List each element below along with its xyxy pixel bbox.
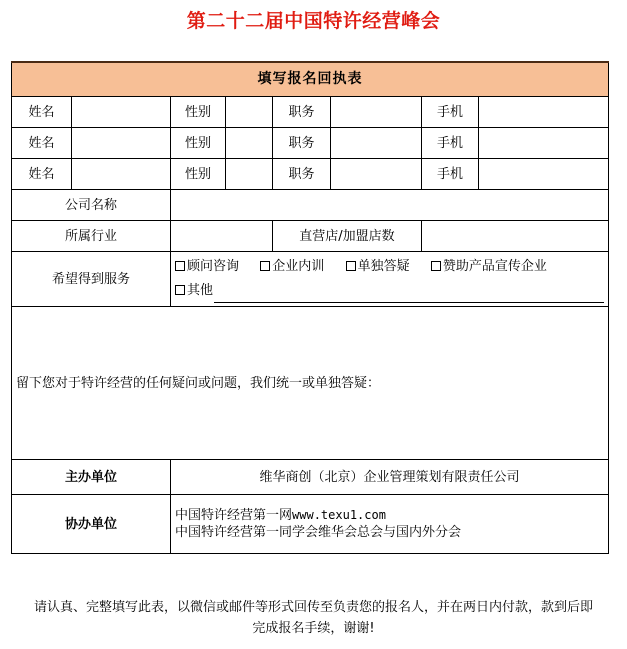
store-count-label: 直营店/加盟店数: [273, 221, 422, 252]
phone-label: 手机: [422, 159, 479, 190]
name-input[interactable]: [72, 97, 171, 128]
table-header-row: [12, 62, 609, 97]
gender-input[interactable]: [226, 97, 273, 128]
checkbox-option-other[interactable]: [175, 279, 213, 303]
form-header-title: 填写报名回执表: [12, 62, 609, 97]
position-label: 职务: [273, 159, 331, 190]
checkbox-option-internal-training[interactable]: [260, 259, 324, 274]
coorganizer-value: [171, 495, 609, 554]
checkbox-icon[interactable]: [175, 261, 185, 271]
position-input[interactable]: [331, 97, 422, 128]
name-label: 姓名: [12, 128, 72, 159]
services-checkbox-group: [175, 255, 604, 279]
coorganizer-label: 协办单位: [12, 495, 171, 554]
company-name-input[interactable]: [171, 190, 609, 221]
phone-label: 手机: [422, 97, 479, 128]
services-other-row: [175, 279, 604, 303]
gender-input[interactable]: [226, 159, 273, 190]
checkbox-label: 赞助产品宣传企业: [442, 259, 547, 274]
company-row: [12, 190, 609, 221]
table-row: [12, 128, 609, 159]
gender-input[interactable]: [226, 128, 273, 159]
table-row: [12, 97, 609, 128]
gender-label: 性别: [171, 159, 226, 190]
position-input[interactable]: [331, 128, 422, 159]
registration-form-table: [11, 61, 609, 554]
store-count-input[interactable]: [422, 221, 609, 252]
industry-row: [12, 221, 609, 252]
gender-label: 性别: [171, 97, 226, 128]
coorganizer-row: [12, 495, 609, 554]
organizer-label: 主办单位: [12, 460, 171, 495]
industry-label: 所属行业: [12, 221, 171, 252]
coorganizer-line-2: 中国特许经营第一同学会维华会总会与国内外分会: [175, 525, 462, 540]
services-row: [12, 252, 609, 307]
name-input[interactable]: [72, 159, 171, 190]
page-title: 第二十二届中国特许经营峰会: [186, 10, 441, 32]
question-area[interactable]: [12, 307, 609, 460]
name-input[interactable]: [72, 128, 171, 159]
phone-input[interactable]: [479, 159, 609, 190]
checkbox-label: 单独答疑: [357, 259, 410, 274]
services-label: 希望得到服务: [12, 252, 171, 307]
coorganizer-site-name: 中国特许经营第一网: [175, 508, 293, 523]
question-row: [12, 307, 609, 460]
organizer-value: 维华商创（北京）企业管理策划有限责任公司: [171, 460, 609, 495]
gender-label: 性别: [171, 128, 226, 159]
phone-label: 手机: [422, 128, 479, 159]
checkbox-icon[interactable]: [346, 261, 356, 271]
position-label: 职务: [273, 97, 331, 128]
checkbox-icon[interactable]: [431, 261, 441, 271]
checkbox-option-sponsor-promotion[interactable]: [431, 259, 547, 274]
position-label: 职务: [273, 128, 331, 159]
name-label: 姓名: [12, 159, 72, 190]
checkbox-icon[interactable]: [175, 285, 185, 295]
industry-input[interactable]: [171, 221, 273, 252]
checkbox-label: 顾问咨询: [187, 259, 240, 274]
checkbox-option-individual-qa[interactable]: [346, 259, 410, 274]
question-prompt: 留下您对于特许经营的任何疑问或问题，我们统一或单独答疑：: [16, 375, 381, 391]
checkbox-label: 企业内训: [272, 259, 325, 274]
checkbox-option-consulting[interactable]: [175, 259, 239, 274]
phone-input[interactable]: [479, 97, 609, 128]
position-input[interactable]: [331, 159, 422, 190]
coorganizer-site-url[interactable]: www.texu1.com: [292, 508, 386, 522]
services-options-cell: [171, 252, 609, 307]
checkbox-icon[interactable]: [260, 261, 270, 271]
footer-instructions: 请认真、完整填写此表，以微信或邮件等形式回传至负责您的报名人，并在两日内付款，款到后即完成报名手续，谢谢!: [33, 600, 593, 636]
name-label: 姓名: [12, 97, 72, 128]
other-service-input[interactable]: [214, 285, 604, 303]
phone-input[interactable]: [479, 128, 609, 159]
table-row: [12, 159, 609, 190]
company-name-label: 公司名称: [12, 190, 171, 221]
organizer-row: [12, 460, 609, 495]
checkbox-label: 其他: [187, 283, 214, 298]
coorganizer-line-1: [175, 507, 604, 524]
